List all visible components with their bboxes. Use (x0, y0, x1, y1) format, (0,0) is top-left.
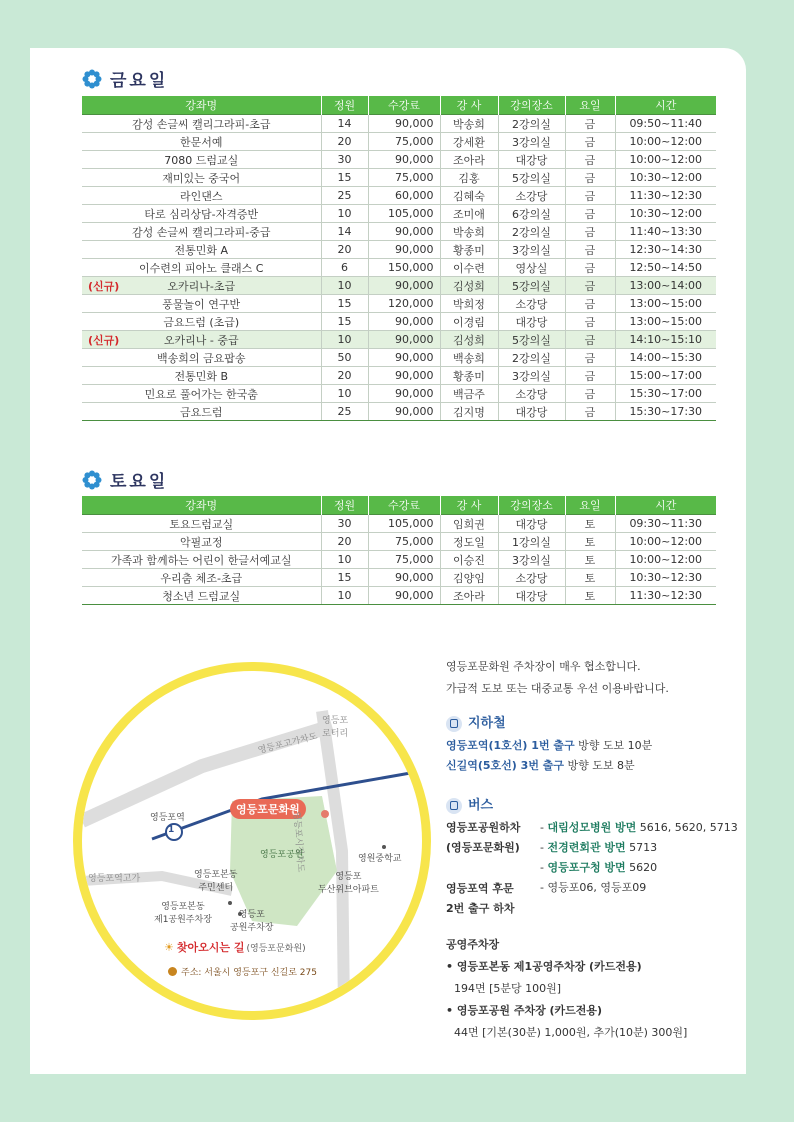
saturday-section-title (82, 467, 168, 492)
table-row (82, 115, 716, 133)
cell-teacher: 김양임 (440, 569, 498, 587)
cell-time: 10:00~12:00 (615, 551, 716, 569)
cell-day: 금 (565, 151, 615, 169)
cell-day: 금 (565, 133, 615, 151)
cell-time: 13:00~15:00 (615, 295, 716, 313)
cell-fee: 90,000 (368, 223, 440, 241)
course-name: 청소년 드럼교실 (162, 589, 241, 603)
table-row (82, 403, 716, 421)
cell-time: 11:30~12:30 (615, 187, 716, 205)
cell-room: 3강의실 (498, 367, 565, 385)
cell-day: 금 (565, 403, 615, 421)
bus-heading: 버스 (446, 794, 493, 814)
course-name: 오카리나 - 중급 (163, 333, 239, 347)
column-header: 요일 (565, 96, 615, 115)
course-name: 감성 손글씨 캘리그라피-초급 (132, 117, 271, 131)
cell-fee: 105,000 (368, 515, 440, 533)
cell-teacher: 임희권 (440, 515, 498, 533)
table-row (82, 151, 716, 169)
cell-room: 소강당 (498, 385, 565, 403)
cell-time: 10:30~12:00 (615, 169, 716, 187)
table-row (82, 133, 716, 151)
cell-room: 영상실 (498, 259, 565, 277)
cell-cap: 10 (321, 205, 368, 223)
cell-fee: 90,000 (368, 241, 440, 259)
cell-day: 금 (565, 187, 615, 205)
cell-teacher: 황종미 (440, 367, 498, 385)
cell-room: 6강의실 (498, 205, 565, 223)
cell-day: 금 (565, 277, 615, 295)
table-row (82, 331, 716, 349)
cell-fee: 150,000 (368, 259, 440, 277)
cell-room: 대강당 (498, 313, 565, 331)
cell-time: 13:00~14:00 (615, 277, 716, 295)
cell-name (82, 187, 321, 205)
course-name: 오카리나-초급 (167, 279, 236, 293)
cell-room: 3강의실 (498, 551, 565, 569)
column-header: 강의장소 (498, 496, 565, 515)
column-header: 수강료 (368, 496, 440, 515)
cell-fee: 90,000 (368, 403, 440, 421)
cell-time: 10:00~12:00 (615, 133, 716, 151)
cell-cap: 25 (321, 187, 368, 205)
friday-title: 금요일 (110, 71, 169, 91)
cell-cap: 6 (321, 259, 368, 277)
cell-cap: 30 (321, 151, 368, 169)
cell-fee: 75,000 (368, 133, 440, 151)
cell-name (82, 551, 321, 569)
cell-cap: 20 (321, 241, 368, 259)
cell-day: 금 (565, 241, 615, 259)
course-name: 7080 드럼교실 (164, 153, 239, 167)
cell-cap: 14 (321, 115, 368, 133)
cell-room: 대강당 (498, 587, 565, 605)
cell-time: 15:00~17:00 (615, 367, 716, 385)
park-label: 영등포공원 (260, 850, 304, 860)
course-name: 라인댄스 (179, 189, 223, 203)
cell-time: 09:50~11:40 (615, 115, 716, 133)
cell-teacher: 조아라 (440, 151, 498, 169)
cell-day: 금 (565, 205, 615, 223)
cell-fee: 90,000 (368, 313, 440, 331)
cell-name (82, 151, 321, 169)
cell-name (82, 259, 321, 277)
cell-teacher: 박희정 (440, 295, 498, 313)
cell-name (82, 223, 321, 241)
cell-day: 토 (565, 515, 615, 533)
cell-room: 2강의실 (498, 223, 565, 241)
cell-time: 10:00~12:00 (615, 533, 716, 551)
cell-day: 금 (565, 223, 615, 241)
cell-time: 15:30~17:00 (615, 385, 716, 403)
cell-time: 10:00~12:00 (615, 151, 716, 169)
school-label: 영원중학교 (358, 854, 402, 864)
cell-fee: 90,000 (368, 367, 440, 385)
bus-lines-1: - 대림성모병원 방면 5616, 5620, 5713 - 전경련회관 방면 5713 - 영등포구청 방면 5620 (540, 821, 738, 874)
cell-time: 12:30~14:30 (615, 241, 716, 259)
cell-fee: 75,000 (368, 533, 440, 551)
cell-name (82, 385, 321, 403)
table-row (82, 205, 716, 223)
bus-icon (446, 798, 462, 814)
cell-fee: 90,000 (368, 349, 440, 367)
cell-cap: 10 (321, 385, 368, 403)
cell-time: 10:30~12:30 (615, 569, 716, 587)
cell-cap: 10 (321, 551, 368, 569)
overpass-label: 영등포고가차도 (257, 731, 319, 757)
cell-name (82, 295, 321, 313)
cell-room: 3강의실 (498, 241, 565, 259)
cell-name (82, 515, 321, 533)
cell-cap: 15 (321, 295, 368, 313)
course-name: 풍물놀이 연구반 (162, 297, 241, 311)
cell-fee: 90,000 (368, 569, 440, 587)
friday-schedule-table (82, 96, 716, 421)
cell-day: 금 (565, 295, 615, 313)
table-row (82, 515, 716, 533)
cell-name (82, 569, 321, 587)
cell-cap: 20 (321, 367, 368, 385)
cell-teacher: 강세환 (440, 133, 498, 151)
cell-fee: 90,000 (368, 385, 440, 403)
column-header: 강좌명 (82, 496, 321, 515)
cell-room: 대강당 (498, 515, 565, 533)
new-badge: (신규) (88, 280, 120, 293)
address: 주소: 서울시 영등포구 신길로 275 (168, 965, 317, 978)
cell-teacher: 백금주 (440, 385, 498, 403)
table-row (82, 367, 716, 385)
cell-name (82, 277, 321, 295)
cell-teacher: 김성희 (440, 277, 498, 295)
cell-cap: 15 (321, 313, 368, 331)
course-name: 민요로 풀어가는 한국춤 (144, 387, 258, 401)
key-icon: ☀ (164, 940, 174, 954)
column-header: 정원 (321, 496, 368, 515)
cell-cap: 15 (321, 569, 368, 587)
road-vertical-label: 영등포시장차도 (291, 811, 306, 873)
cell-room: 5강의실 (498, 331, 565, 349)
cell-teacher: 김성희 (440, 331, 498, 349)
table-row (82, 533, 716, 551)
table-row (82, 241, 716, 259)
column-header: 강의장소 (498, 96, 565, 115)
cell-teacher: 박송희 (440, 115, 498, 133)
cell-name (82, 367, 321, 385)
cell-room: 대강당 (498, 403, 565, 421)
cell-day: 토 (565, 533, 615, 551)
table-row (82, 385, 716, 403)
cell-teacher: 정도일 (440, 533, 498, 551)
table-row (82, 169, 716, 187)
cell-cap: 20 (321, 133, 368, 151)
cell-room: 소강당 (498, 569, 565, 587)
cell-time: 14:00~15:30 (615, 349, 716, 367)
station-label: 영등포역 (150, 813, 185, 823)
column-header: 수강료 (368, 96, 440, 115)
center-label: 영등포본동 주민센터 (194, 870, 238, 893)
cell-cap: 10 (321, 331, 368, 349)
public-parking: 공영주차장 • 영등포본동 제1공영주차장 (카드전용) 194면 [5분당 100원] • 영등포공원 주차장 (카드전용) 44면 [기본(30분) 1,000원, 추가(10분) 300원] (446, 938, 688, 1039)
subway-heading: 지하철 (446, 712, 506, 732)
bus-stop-2: 영등포역 후문 2번 출구 하차 (446, 882, 515, 915)
column-header: 요일 (565, 496, 615, 515)
cell-teacher: 박송희 (440, 223, 498, 241)
cell-time: 13:00~15:00 (615, 313, 716, 331)
cell-room: 5강의실 (498, 169, 565, 187)
course-name: 한문서예 (179, 135, 223, 149)
cell-fee: 90,000 (368, 151, 440, 169)
cell-name (82, 133, 321, 151)
bus-lines-2: - 영등포06, 영등포09 (540, 881, 647, 894)
cell-day: 금 (565, 385, 615, 403)
course-name: 타로 심리상담-자격증반 (144, 207, 259, 221)
course-name: 전통민화 A (174, 243, 229, 257)
table-row (82, 313, 716, 331)
new-badge: (신규) (88, 334, 120, 347)
friday-section-title (82, 66, 168, 91)
table-row (82, 569, 716, 587)
column-header: 시간 (615, 96, 716, 115)
cell-time: 15:30~17:30 (615, 403, 716, 421)
cell-name (82, 587, 321, 605)
cell-cap: 10 (321, 277, 368, 295)
cell-day: 금 (565, 313, 615, 331)
parking2-label: 영등포 공원주차장 (230, 910, 274, 933)
table-row (82, 295, 716, 313)
flower-icon (82, 470, 102, 490)
cell-name (82, 403, 321, 421)
cell-day: 금 (565, 331, 615, 349)
cell-day: 금 (565, 169, 615, 187)
cell-time: 10:30~12:00 (615, 205, 716, 223)
location-map (73, 662, 431, 1020)
cell-name (82, 241, 321, 259)
cell-name (82, 205, 321, 223)
cell-teacher: 이경림 (440, 313, 498, 331)
cell-name (82, 313, 321, 331)
cell-room: 1강의실 (498, 533, 565, 551)
cell-day: 금 (565, 367, 615, 385)
cell-name (82, 115, 321, 133)
cell-fee: 90,000 (368, 115, 440, 133)
parking1-label: 영등포본동 제1공원주차장 (154, 902, 212, 925)
cell-teacher: 김혜숙 (440, 187, 498, 205)
cell-teacher: 조미애 (440, 205, 498, 223)
course-name: 금요드럼 (179, 405, 223, 419)
saturday-title: 토요일 (110, 472, 169, 492)
cell-name (82, 331, 321, 349)
flower-icon (82, 69, 102, 89)
cell-day: 토 (565, 587, 615, 605)
cell-teacher: 이승진 (440, 551, 498, 569)
cell-day: 금 (565, 349, 615, 367)
cell-fee: 105,000 (368, 205, 440, 223)
cell-room: 소강당 (498, 187, 565, 205)
cell-time: 11:30~12:30 (615, 587, 716, 605)
cell-teacher: 김홍 (440, 169, 498, 187)
cell-day: 토 (565, 551, 615, 569)
course-name: 가족과 함께하는 어린이 한글서예교실 (110, 553, 292, 567)
course-name: 감성 손글씨 캘리그라피-중급 (132, 225, 271, 239)
cell-room: 5강의실 (498, 277, 565, 295)
cell-fee: 90,000 (368, 277, 440, 295)
course-name: 재미있는 중국어 (162, 171, 241, 185)
cell-teacher: 이수련 (440, 259, 498, 277)
subway-info: 영등포역(1호선) 1번 출구 방향 도보 10분 신길역(5호선) 3번 출구 방향 도보 8분 (446, 739, 653, 772)
parking-notice: 영등포문화원 주차장이 매우 협소합니다. 가급적 도보 또는 대중교통 우선 이용바랍니다. (446, 660, 669, 695)
pin-icon (168, 967, 177, 976)
directions-title: ☀ 찾아오시는 길 (영등포문화원) (164, 940, 306, 954)
overpass-left-label: 영등포역고가 (88, 874, 141, 884)
cell-name (82, 169, 321, 187)
column-header: 강 사 (440, 96, 498, 115)
cell-fee: 90,000 (368, 587, 440, 605)
cell-cap: 30 (321, 515, 368, 533)
line-number: 1 (168, 825, 175, 835)
course-name: 악필교정 (179, 535, 223, 549)
cell-day: 토 (565, 569, 615, 587)
column-header: 강좌명 (82, 96, 321, 115)
cell-cap: 25 (321, 403, 368, 421)
column-header: 시간 (615, 496, 716, 515)
subway-icon (446, 716, 462, 732)
cell-room: 3강의실 (498, 133, 565, 151)
cell-cap: 15 (321, 169, 368, 187)
bus-stop-1: 영등포공원하차 (영등포문화원) (446, 821, 521, 854)
course-name: 이수련의 피아노 클래스 C (139, 261, 264, 275)
course-name: 전통민화 B (174, 369, 229, 383)
cell-room: 소강당 (498, 295, 565, 313)
table-row (82, 259, 716, 277)
table-row (82, 187, 716, 205)
cell-fee: 75,000 (368, 551, 440, 569)
cell-time: 09:30~11:30 (615, 515, 716, 533)
cell-teacher: 황종미 (440, 241, 498, 259)
column-header: 강 사 (440, 496, 498, 515)
cell-room: 2강의실 (498, 115, 565, 133)
column-header: 정원 (321, 96, 368, 115)
cell-cap: 50 (321, 349, 368, 367)
cell-name (82, 533, 321, 551)
cell-cap: 20 (321, 533, 368, 551)
course-name: 토요드럼교실 (169, 517, 234, 531)
cell-day: 금 (565, 115, 615, 133)
cell-room: 대강당 (498, 151, 565, 169)
cell-teacher: 김지명 (440, 403, 498, 421)
cell-room: 2강의실 (498, 349, 565, 367)
cell-time: 11:40~13:30 (615, 223, 716, 241)
table-row (82, 551, 716, 569)
cell-teacher: 백송희 (440, 349, 498, 367)
table-row (82, 277, 716, 295)
cell-fee: 75,000 (368, 169, 440, 187)
course-name: 백송희의 금요팝송 (156, 351, 246, 365)
table-row (82, 223, 716, 241)
cell-day: 금 (565, 259, 615, 277)
rotary-label: 영등포 로터리 (322, 716, 349, 739)
apartment-label: 영등포 두산위브아파트 (318, 872, 379, 895)
table-row (82, 587, 716, 605)
cell-fee: 90,000 (368, 331, 440, 349)
cell-time: 14:10~15:10 (615, 331, 716, 349)
course-name: 금요드럼 (초급) (163, 315, 240, 329)
cell-teacher: 조아라 (440, 587, 498, 605)
table-row (82, 349, 716, 367)
course-name: 우리춤 체조-초급 (160, 571, 243, 585)
cell-fee: 60,000 (368, 187, 440, 205)
cell-cap: 10 (321, 587, 368, 605)
cell-name (82, 349, 321, 367)
cell-cap: 14 (321, 223, 368, 241)
cell-fee: 120,000 (368, 295, 440, 313)
cell-time: 12:50~14:50 (615, 259, 716, 277)
saturday-schedule-table (82, 496, 716, 605)
landmark-label: 영등포문화원 (230, 799, 306, 819)
